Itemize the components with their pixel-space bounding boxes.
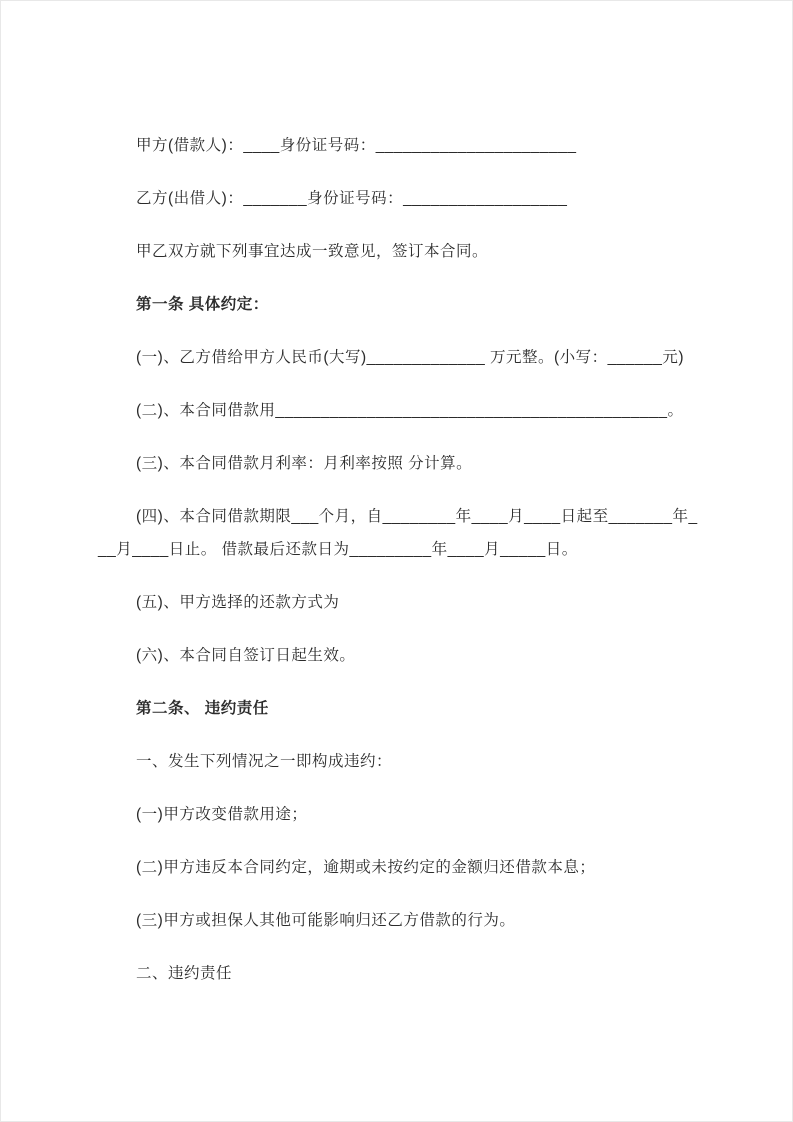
paragraph: (二)、本合同借款用___________________________________________。	[136, 402, 684, 419]
paragraph: 甲乙双方就下列事宜达成一致意见，签订本合同。	[136, 243, 489, 260]
paragraph: (五)、甲方选择的还款方式为	[136, 594, 340, 611]
paragraph: 二、违约责任	[136, 965, 233, 982]
paragraph: (一)、乙方借给甲方人民币(大写)_____________ 万元整。(小写：______元)	[136, 349, 685, 366]
paragraph: (六)、本合同自签订日起生效。	[136, 647, 356, 664]
document-body	[98, 129, 704, 990]
paragraph: 一、发生下列情况之一即构成违约：	[136, 753, 393, 770]
paragraph: (三)、本合同借款月利率：月利率按照 分计算。	[136, 455, 473, 472]
paragraph: (四)、本合同借款期限___个月，自________年____月____日起至_______年___月____日止。 借款最后还款日为_________年____月_____日。	[98, 508, 698, 558]
paragraph: (二)甲方违反本合同约定，逾期或未按约定的金额归还借款本息；	[136, 859, 596, 876]
paragraph: 第一条 具体约定：	[136, 296, 269, 313]
paragraph: 乙方(出借人)：_______身份证号码：__________________	[136, 190, 568, 207]
paragraph: (一)甲方改变借款用途；	[136, 806, 308, 823]
paragraph: 甲方(借款人)：____身份证号码：______________________	[136, 137, 577, 154]
paragraph: (三)甲方或担保人其他可能影响归还乙方借款的行为。	[136, 912, 516, 929]
paragraph: 第二条、 违约责任	[136, 700, 269, 717]
